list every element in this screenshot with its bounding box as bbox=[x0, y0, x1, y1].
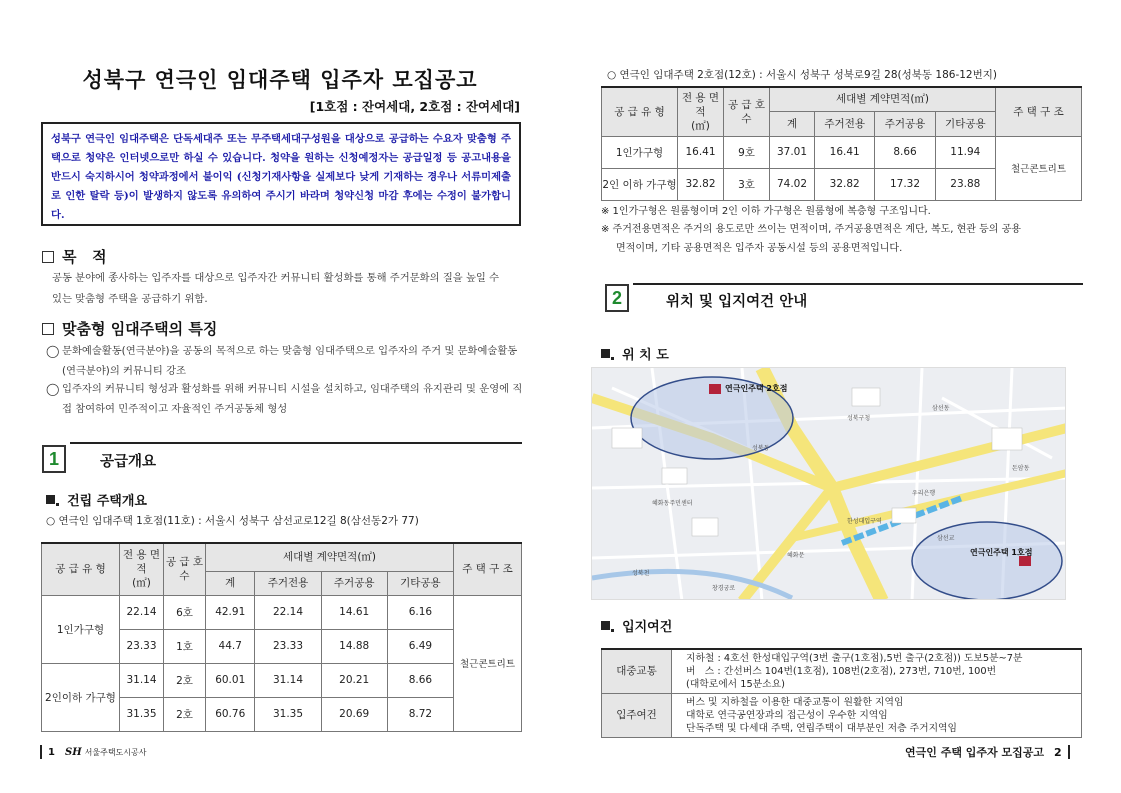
feature-item bbox=[46, 379, 526, 419]
note-1: ※ 1인가구형은 원룸형이며 2인 이하 가구형은 원룸형에 복층형 구조입니다. bbox=[601, 206, 931, 217]
th-other: 기타공용 bbox=[387, 571, 453, 595]
transit-line: (대학로에서 15분소요) bbox=[686, 678, 785, 690]
section-rule bbox=[633, 283, 1083, 285]
th-type: 공 급 유 형 bbox=[602, 87, 678, 136]
th-contract: 세대별 계약면적(㎡) bbox=[206, 543, 454, 571]
cell: 3호 bbox=[724, 168, 770, 200]
cell: 31.35 bbox=[120, 697, 164, 731]
cell: 31.14 bbox=[255, 663, 321, 697]
map-label-house-2: 연극인주택 2호점 bbox=[725, 384, 788, 393]
map-place: 한성대입구역 bbox=[847, 518, 882, 525]
conditions-heading-text: 입지여건 bbox=[622, 620, 673, 635]
page-title: 성북구 연극인 임대주택 입주자 모집공고 bbox=[82, 68, 478, 92]
cell: 60.76 bbox=[206, 697, 255, 731]
map-graphic bbox=[592, 368, 1066, 600]
cell: 14.61 bbox=[321, 595, 387, 629]
footer-divider bbox=[40, 745, 42, 759]
purpose-heading-text: 목 적 bbox=[62, 248, 107, 266]
location-heading-text: 위 치 도 bbox=[622, 348, 669, 363]
map-place: 삼선동 bbox=[932, 405, 950, 412]
section-number-1: 1 bbox=[42, 445, 66, 473]
feature-item-text: 문화예술활동(연극분야)을 공동의 목적으로 하는 맞춤형 임대주택으로 입주자의 주거 및 문화예술활동(연극분야)의 커뮤니티 강조 bbox=[62, 345, 518, 377]
env-line: 대학로 연극공연장과의 접근성이 우수한 지역임 bbox=[686, 709, 888, 721]
map-place: 돈암동 bbox=[1012, 465, 1030, 472]
cell: 42.91 bbox=[206, 595, 255, 629]
transit-line: 버 스 : 간선버스 104번(1호점), 108번(2호점), 273번, 710번, 100번 bbox=[686, 665, 997, 677]
cell: 23.33 bbox=[120, 629, 164, 663]
cell: 32.82 bbox=[815, 168, 875, 200]
cell: 23.33 bbox=[255, 629, 321, 663]
cell: 22.14 bbox=[120, 595, 164, 629]
section-rule bbox=[70, 442, 522, 444]
purpose-line-1: 공동 분야에 종사하는 입주자를 대상으로 입주자간 커뮤니티 활성화를 통해 주거문화의 질을 높일 수 bbox=[52, 272, 500, 284]
cell: 31.14 bbox=[120, 663, 164, 697]
cell: 17.32 bbox=[875, 168, 935, 200]
footer-page-number: 1 bbox=[48, 746, 55, 758]
feature-item bbox=[46, 341, 526, 381]
th-structure: 주 택 구 조 bbox=[454, 543, 522, 595]
building-heading-text: 건립 주택개요 bbox=[67, 494, 147, 509]
th-type: 공 급 유 형 bbox=[42, 543, 120, 595]
conditions-table bbox=[601, 648, 1082, 738]
square-bullet-icon bbox=[42, 251, 54, 263]
footer-doc-title: 연극인 주택 입주자 모집공고 bbox=[905, 746, 1044, 759]
th-area-text: 전 용 면 적 bbox=[122, 549, 161, 576]
location-map bbox=[591, 367, 1066, 600]
map-place: 성북동 bbox=[752, 445, 770, 452]
th-area-text: 전 용 면 적 bbox=[681, 91, 720, 118]
map-place: 성북천 bbox=[632, 570, 650, 577]
footer-page-number: 2 bbox=[1054, 745, 1062, 759]
cell-structure: 철근콘트리트 bbox=[454, 595, 522, 731]
footer-right bbox=[905, 744, 1076, 760]
note-2a: ※ 주거전용면적은 주거의 용도로만 쓰이는 면적이며, 주거공용면적은 계단, 복도, 현관 등의 공용 bbox=[601, 224, 1021, 235]
cell: 22.14 bbox=[255, 595, 321, 629]
th-other: 기타공용 bbox=[935, 111, 995, 136]
map-place: 삼선교 bbox=[937, 535, 955, 542]
address-1: ○ 연극인 임대주택 1호점(11호) : 서울시 성북구 삼선교로12길 8(삼선동2가 77) bbox=[46, 515, 419, 527]
house-2-marker-icon bbox=[709, 384, 721, 394]
circle-bullet-icon: ◯ bbox=[46, 382, 60, 396]
cell: 16.41 bbox=[678, 136, 724, 168]
cell: 6호 bbox=[164, 595, 206, 629]
th-structure: 주 택 구 조 bbox=[996, 87, 1082, 136]
cell: 8.66 bbox=[875, 136, 935, 168]
cell: 16.41 bbox=[815, 136, 875, 168]
table-row bbox=[602, 136, 1082, 168]
left-page bbox=[0, 0, 560, 793]
cell: 23.88 bbox=[935, 168, 995, 200]
cell: 9호 bbox=[724, 136, 770, 168]
cell-structure: 철근콘트리트 bbox=[996, 136, 1082, 200]
features-heading-text: 맞춤형 임대주택의 특징 bbox=[62, 320, 218, 338]
section-number-2: 2 bbox=[605, 284, 629, 312]
section-title-supply: 공급개요 bbox=[100, 454, 157, 470]
cell: 8.72 bbox=[387, 697, 453, 731]
th-area bbox=[678, 87, 724, 136]
purpose-heading bbox=[42, 246, 107, 267]
square-bullet-icon bbox=[601, 621, 610, 630]
footer-left bbox=[40, 745, 146, 759]
cell-type: 1인가구형 bbox=[602, 136, 678, 168]
feature-item-text: 입주자의 커뮤니티 형성과 활성화를 위해 커뮤니티 시설을 설치하고, 임대주택의 유지관리 및 운영에 직접 참여하여 민주적이고 자율적인 주거공동체 형성 bbox=[62, 383, 523, 415]
square-bullet-icon bbox=[46, 495, 55, 504]
th-area bbox=[120, 543, 164, 595]
map-place: 우리은행 bbox=[912, 490, 936, 497]
cell: 1호 bbox=[164, 629, 206, 663]
cell: 20.69 bbox=[321, 697, 387, 731]
th-exclusive: 주거전용 bbox=[815, 111, 875, 136]
cell: 6.16 bbox=[387, 595, 453, 629]
env-label: 입주여건 bbox=[602, 693, 672, 737]
cell: 14.88 bbox=[321, 629, 387, 663]
transit-label: 대중교통 bbox=[602, 649, 672, 693]
supply-table-1 bbox=[41, 542, 522, 732]
purpose-text bbox=[52, 268, 532, 310]
footer-org: 서울주택도시공사 bbox=[84, 747, 147, 757]
cell: 60.01 bbox=[206, 663, 255, 697]
cell-type: 2인 이하 가구형 bbox=[602, 168, 678, 200]
cell: 2호 bbox=[164, 697, 206, 731]
th-contract: 세대별 계약면적(㎡) bbox=[770, 87, 996, 111]
cell: 2호 bbox=[164, 663, 206, 697]
supply-table-2 bbox=[601, 86, 1082, 201]
cell: 37.01 bbox=[770, 136, 815, 168]
cell-type: 2인이하 가구형 bbox=[42, 663, 120, 731]
table-row bbox=[42, 595, 522, 629]
notice-box: 성북구 연극인 임대주택은 단독세대주 또는 무주택세대구성원을 대상으로 공급하는 수요자 맞춤형 주택으로 청약은 인터넷으로만 하실 수 있습니다. 청약을 원하는 신청예정자는 공급일정 등 공고내용을 반드시 숙지하시어 청약과정에서 불이익 (신청기재사항을 실제보다 낮게 기재하는 경우나 서류미제출로 인한 탈락 등)이 발생하지 않도록 유의하여 주시기 바라며 청약신청 마감 후에는 수정이 불가합니다. bbox=[41, 122, 521, 226]
section-title-location: 위치 및 입지여건 안내 bbox=[666, 294, 808, 310]
table-row bbox=[602, 693, 1082, 737]
th-shared: 주거공용 bbox=[321, 571, 387, 595]
table-row bbox=[42, 663, 522, 697]
transit-line: 지하철 : 4호선 한성대입구역(3번 출구(1호점),5번 출구(2호점)) 도보5분~7분 bbox=[686, 652, 1023, 664]
th-total: 계 bbox=[206, 571, 255, 595]
conditions-heading bbox=[601, 616, 672, 635]
env-cell bbox=[672, 693, 1082, 737]
building-heading bbox=[46, 490, 147, 509]
th-total: 계 bbox=[770, 111, 815, 136]
square-bullet-icon bbox=[601, 349, 610, 358]
th-area-unit: (㎡) bbox=[691, 119, 710, 132]
map-place: 성북구청 bbox=[847, 415, 871, 422]
th-shared: 주거공용 bbox=[875, 111, 935, 136]
footer-divider bbox=[1068, 745, 1070, 759]
map-place: 혜화동주민센터 bbox=[652, 500, 693, 507]
th-exclusive: 주거전용 bbox=[255, 571, 321, 595]
th-units: 공 급 호 수 bbox=[164, 543, 206, 595]
env-line: 단독주택 및 다세대 주택, 연립주택이 대부분인 저층 주거지역임 bbox=[686, 722, 957, 734]
cell: 32.82 bbox=[678, 168, 724, 200]
page-subtitle: [1호점 : 잔여세대, 2호점 : 잔여세대] bbox=[309, 99, 520, 114]
cell: 11.94 bbox=[935, 136, 995, 168]
cell: 44.7 bbox=[206, 629, 255, 663]
circle-bullet-icon: ◯ bbox=[46, 344, 60, 358]
note-2b: 면적이며, 기타 공용면적은 입주자 공동시설 등의 공용면적입니다. bbox=[616, 243, 903, 254]
map-place: 혜화문 bbox=[787, 552, 805, 559]
cell-type: 1인가구형 bbox=[42, 595, 120, 663]
cell: 31.35 bbox=[255, 697, 321, 731]
map-label-house-1: 연극인주택 1호점 bbox=[970, 548, 1033, 557]
th-units: 공 급 호 수 bbox=[724, 87, 770, 136]
cell: 74.02 bbox=[770, 168, 815, 200]
cell: 20.21 bbox=[321, 663, 387, 697]
transit-cell bbox=[672, 649, 1082, 693]
env-line: 버스 및 지하철을 이용한 대중교통이 원활한 지역임 bbox=[686, 696, 904, 708]
cell: 6.49 bbox=[387, 629, 453, 663]
features-heading bbox=[42, 318, 217, 339]
address-2: ○ 연극인 임대주택 2호점(12호) : 서울시 성북구 성북로9길 28(성북동 186-12번지) bbox=[607, 69, 997, 81]
purpose-line-2: 있는 맞춤형 주택을 공급하기 위함. bbox=[52, 293, 208, 305]
sh-logo: SH bbox=[64, 746, 82, 758]
location-heading bbox=[601, 344, 669, 363]
table-row bbox=[602, 649, 1082, 693]
square-bullet-icon bbox=[42, 323, 54, 335]
cell: 8.66 bbox=[387, 663, 453, 697]
map-place: 창경궁로 bbox=[712, 585, 736, 592]
th-area-unit: (㎡) bbox=[132, 577, 151, 590]
